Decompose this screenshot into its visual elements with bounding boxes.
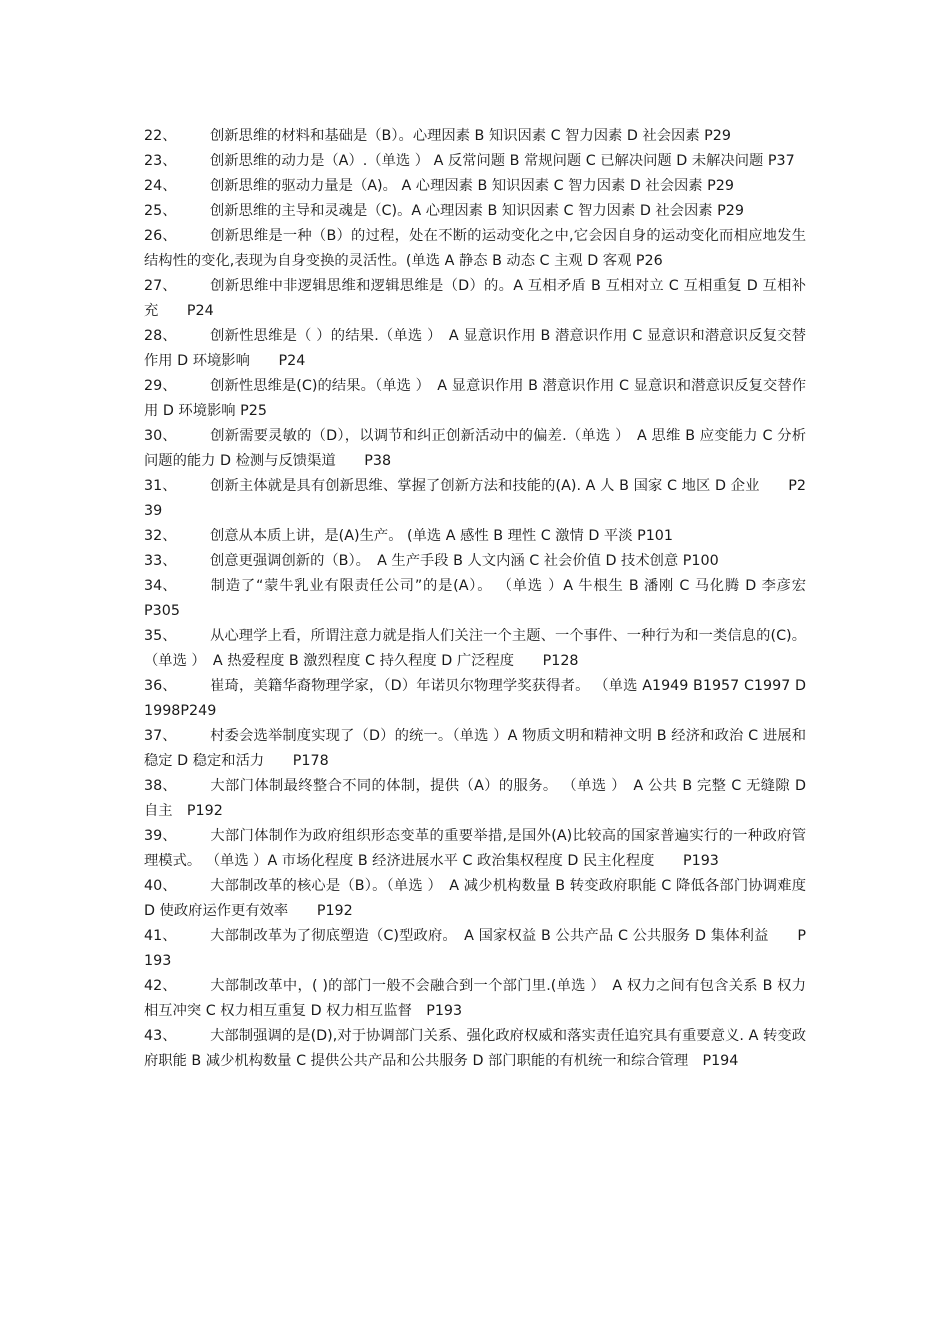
- question-number: 38、: [144, 778, 177, 794]
- question-31: [144, 474, 806, 524]
- question-number: 34、: [144, 578, 177, 594]
- question-number: 35、: [144, 628, 177, 644]
- question-24: [144, 174, 806, 199]
- question-number: 22、: [144, 128, 177, 144]
- question-text: 大部制改革中，( )的部门一般不会融合到一个部门里.(单选 ） A 权力之间有包含关系 B 权力相互冲突 C 权力相互重复 D 权力相互监督 P193: [144, 978, 806, 1019]
- question-25: [144, 199, 806, 224]
- question-37: [144, 724, 806, 774]
- question-27: [144, 274, 806, 324]
- question-number: 29、: [144, 378, 177, 394]
- question-38: [144, 774, 806, 824]
- question-33: [144, 549, 806, 574]
- question-number: 27、: [144, 278, 177, 294]
- question-number: 42、: [144, 978, 177, 994]
- question-text: 村委会选举制度实现了（D）的统一。（单选 ）A 物质文明和精神文明 B 经济和政治 C 进展和稳定 D 稳定和活力 P178: [144, 728, 806, 769]
- question-number: 43、: [144, 1028, 177, 1044]
- question-41: [144, 924, 806, 974]
- question-number: 37、: [144, 728, 177, 744]
- document-page: [144, 124, 835, 1074]
- question-number: 41、: [144, 928, 177, 944]
- question-text: 创新思维的动力是（A）.（单选 ） A 反常问题 B 常规问题 C 已解决问题 D 未解决问题 P37: [210, 153, 795, 169]
- question-number: 24、: [144, 178, 177, 194]
- question-text: 大部门体制作为政府组织形态变革的重要举措,是国外(A)比较高的国家普遍实行的一种政府管理模式。 （单选 ）A 市场化程度 B 经济进展水平 C 政治集权程度 D 民主化程度 P193: [144, 828, 806, 869]
- question-number: 40、: [144, 878, 177, 894]
- question-39: [144, 824, 806, 874]
- question-text: 创新性思维是(C)的结果。（单选 ） A 显意识作用 B 潜意识作用 C 显意识和潜意识反复交替作用 D 环境影响 P25: [144, 378, 806, 419]
- question-number: 32、: [144, 528, 177, 544]
- question-26: [144, 224, 806, 274]
- question-40: [144, 874, 806, 924]
- question-29: [144, 374, 806, 424]
- question-number: 28、: [144, 328, 177, 344]
- question-text: 创新需要灵敏的（D），以调节和纠正创新活动中的偏差.（单选 ） A 思维 B 应变能力 C 分析问题的能力 D 检测与反馈渠道 P38: [144, 428, 806, 469]
- question-22: [144, 124, 806, 149]
- question-36: [144, 674, 806, 724]
- question-text: 大部制改革为了彻底塑造（C)型政府。 A 国家权益 B 公共产品 C 公共服务 D 集体利益 P193: [144, 928, 806, 969]
- question-number: 26、: [144, 228, 177, 244]
- question-text: 大部制改革的核心是（B）。（单选 ） A 减少机构数量 B 转变政府职能 C 降低各部门协调难度 D 使政府运作更有效率 P192: [144, 878, 806, 919]
- question-text: 创新思维的主导和灵魂是（C)。A 心理因素 B 知识因素 C 智力因素 D 社会因素 P29: [210, 203, 744, 219]
- question-35: [144, 624, 806, 674]
- question-number: 25、: [144, 203, 177, 219]
- question-number: 39、: [144, 828, 177, 844]
- question-42: [144, 974, 806, 1024]
- question-text: 创新性思维是（ ）的结果.（单选 ） A 显意识作用 B 潜意识作用 C 显意识和潜意识反复交替作用 D 环境影响 P24: [144, 328, 806, 369]
- question-text: 创新思维是一种（B）的过程，处在不断的运动变化之中,它会因自身的运动变化而相应地发生结构性的变化,表现为自身变换的灵活性。(单选 A 静态 B 动态 C 主观 D 客观 P26: [144, 228, 806, 269]
- question-23: [144, 149, 806, 174]
- question-text: 崔琦，美籍华裔物理学家，（D）年诺贝尔物理学奖获得者。 （单选 A1949 B1957 C1997 D1998P249: [144, 678, 806, 719]
- question-text: 创新思维的材料和基础是（B）。心理因素 B 知识因素 C 智力因素 D 社会因素 P29: [210, 128, 731, 144]
- question-text: 创新思维的驱动力量是（A)。 A 心理因素 B 知识因素 C 智力因素 D 社会因素 P29: [210, 178, 734, 194]
- question-number: 36、: [144, 678, 177, 694]
- question-text: 创新主体就是具有创新思维、掌握了创新方法和技能的(A). A 人 B 国家 C 地区 D 企业 P239: [144, 478, 806, 519]
- question-text: 制造了“蒙牛乳业有限责任公司”的是(A）。 （单选 ）A 牛根生 B 潘刚 C 马化腾 D 李彦宏 P305: [144, 578, 835, 619]
- question-number: 33、: [144, 553, 177, 569]
- question-text: 大部门体制最终整合不同的体制，提供（A）的服务。 （单选 ） A 公共 B 完整 C 无缝隙 D 自主 P192: [144, 778, 806, 819]
- question-number: 31、: [144, 478, 177, 494]
- question-30: [144, 424, 806, 474]
- question-text: 创新思维中非逻辑思维和逻辑思维是（D）的。A 互相矛盾 B 互相对立 C 互相重复 D 互相补充 P24: [144, 278, 806, 319]
- question-34: [144, 574, 835, 624]
- question-number: 23、: [144, 153, 177, 169]
- question-text: 从心理学上看，所谓注意力就是指人们关注一个主题、一个事件、一种行为和一类信息的(C)。（单选 ） A 热爱程度 B 激烈程度 C 持久程度 D 广泛程度 P128: [144, 628, 806, 669]
- question-text: 创意更强调创新的（B）。 A 生产手段 B 人文内涵 C 社会价值 D 技术创意 P100: [210, 553, 719, 569]
- question-number: 30、: [144, 428, 177, 444]
- question-43: [144, 1024, 806, 1074]
- question-28: [144, 324, 806, 374]
- question-text: 创意从本质上讲，是(A)生产。 (单选 A 感性 B 理性 C 激情 D 平淡 P101: [210, 528, 673, 544]
- question-text: 大部制强调的是(D),对于协调部门关系、强化政府权威和落实责任追究具有重要意义. A 转变政府职能 B 减少机构数量 C 提供公共产品和公共服务 D 部门职能的有机统一和综合管理 P194: [144, 1028, 806, 1069]
- question-32: [144, 524, 806, 549]
